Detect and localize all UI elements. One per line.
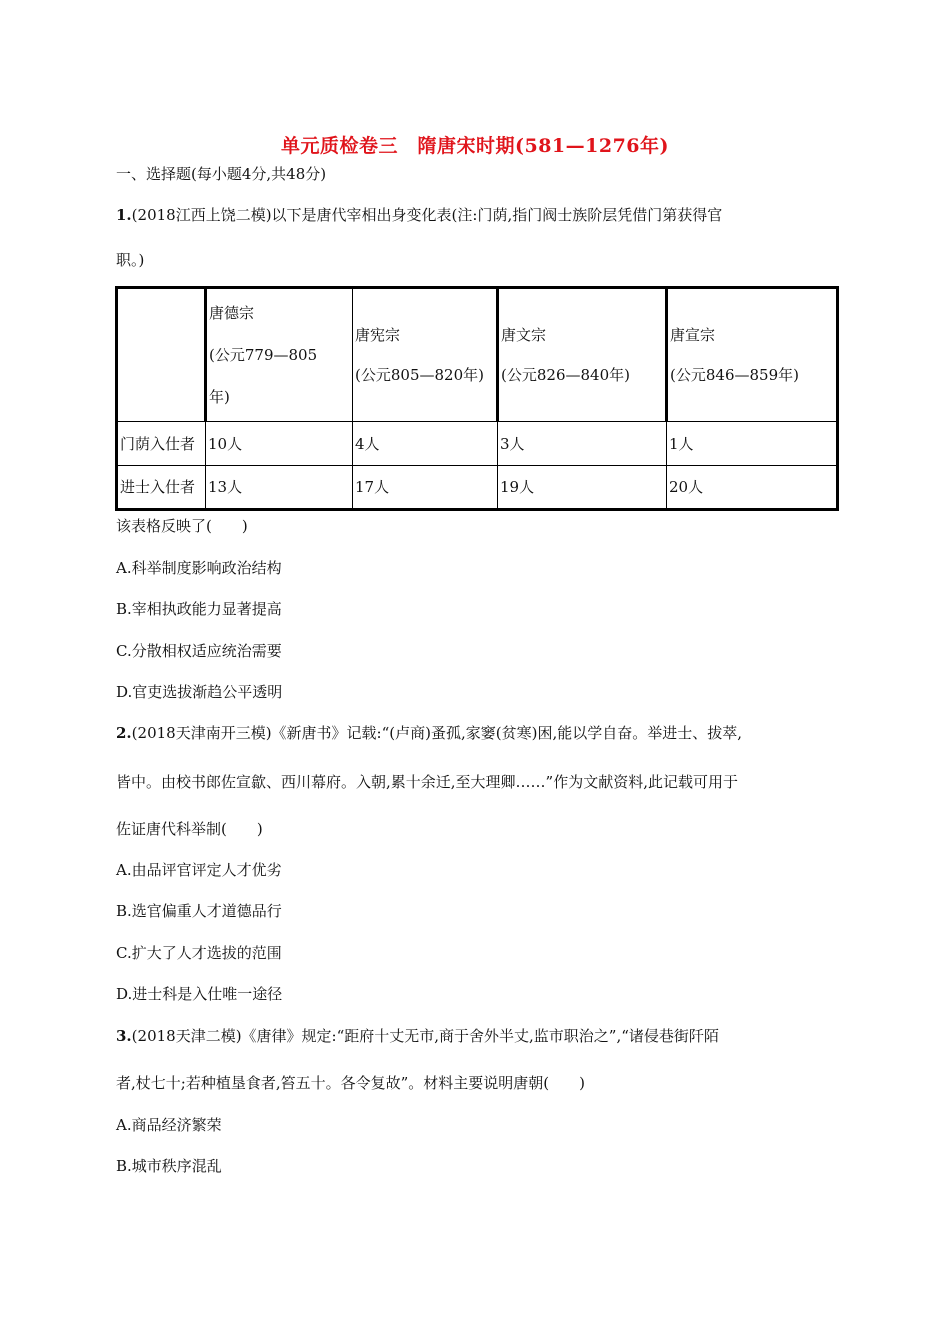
- option-c[interactable]: C.分散相权适应统治需要: [116, 642, 282, 660]
- option-b[interactable]: B.城市秩序混乱: [116, 1157, 222, 1175]
- question-text: (2018江西上饶二模)以下是唐代宰相出身变化表(注:门荫,指门阀士族阶层凭借门第获得官: [131, 206, 723, 224]
- section-heading: 一、选择题(每小题4分,共48分): [116, 165, 327, 183]
- table-cell: 3人: [498, 422, 667, 466]
- chancellor-origin-table: [115, 286, 839, 511]
- question-1-stem-cont: 职。): [116, 251, 145, 269]
- question-number: 3.: [116, 1027, 132, 1045]
- page-title: 单元质检卷三 隋唐宋时期(581—1276年): [280, 135, 670, 157]
- question-number: 2.: [116, 724, 132, 742]
- question-text: (2018天津南开三模)《新唐书》记载:“(卢商)蚤孤,家窭(贫寒)困,能以学自奋。举进士、拔萃,: [131, 724, 742, 742]
- option-d[interactable]: D.官吏选拔渐趋公平透明: [116, 683, 283, 701]
- option-d[interactable]: D.进士科是入仕唯一途径: [116, 985, 283, 1003]
- question-2-stem: [116, 722, 742, 743]
- table-cell: 4人: [353, 422, 498, 466]
- table-cell: 19人: [498, 466, 667, 510]
- table-header-cell: 唐文宗 (公元826—840年): [498, 288, 667, 422]
- option-b[interactable]: B.选官偏重人才道德品行: [116, 902, 282, 920]
- table-cell: 10人: [206, 422, 353, 466]
- table-header-cell: 唐宪宗 (公元805—820年): [353, 288, 498, 422]
- option-a[interactable]: A.由品评官评定人才优劣: [116, 861, 282, 879]
- table-header-cell: 唐宣宗 (公元846—859年): [667, 288, 838, 422]
- table-row: [117, 422, 838, 466]
- table-cell: 13人: [206, 466, 353, 510]
- table-cell: 17人: [353, 466, 498, 510]
- table-cell: 20人: [667, 466, 838, 510]
- row-label: 进士入仕者: [117, 466, 206, 510]
- question-text: (2018天津二模)《唐律》规定:“距府十丈无市,商于舍外半丈,监市职治之”,“诸侵巷街阡陌: [131, 1027, 719, 1045]
- table-corner-cell: [117, 288, 206, 422]
- question-3-stem: [116, 1025, 719, 1046]
- table-header-row: [117, 288, 838, 422]
- option-a[interactable]: A.商品经济繁荣: [116, 1116, 222, 1134]
- option-c[interactable]: C.扩大了人才选拔的范围: [116, 944, 282, 962]
- table-cell: 1人: [667, 422, 838, 466]
- question-1-stem: [116, 204, 722, 225]
- option-a[interactable]: A.科举制度影响政治结构: [116, 559, 282, 577]
- row-label: 门荫入仕者: [117, 422, 206, 466]
- question-2-stem-cont: 佐证唐代科举制( ): [116, 820, 263, 838]
- question-3-stem-cont: 者,杖七十;若种植垦食者,笞五十。各令复故”。材料主要说明唐朝( ): [116, 1074, 585, 1092]
- table-row: [117, 466, 838, 510]
- option-b[interactable]: B.宰相执政能力显著提高: [116, 600, 282, 618]
- table-header-cell: 唐德宗 (公元779—805 年): [206, 288, 353, 422]
- question-2-stem-cont: 皆中。由校书郎佐宣歙、西川幕府。入朝,累十余迁,至大理卿……”作为文献资料,此记载可用于: [116, 773, 738, 791]
- question-1-prompt: 该表格反映了( ): [116, 517, 248, 535]
- question-number: 1.: [116, 206, 132, 224]
